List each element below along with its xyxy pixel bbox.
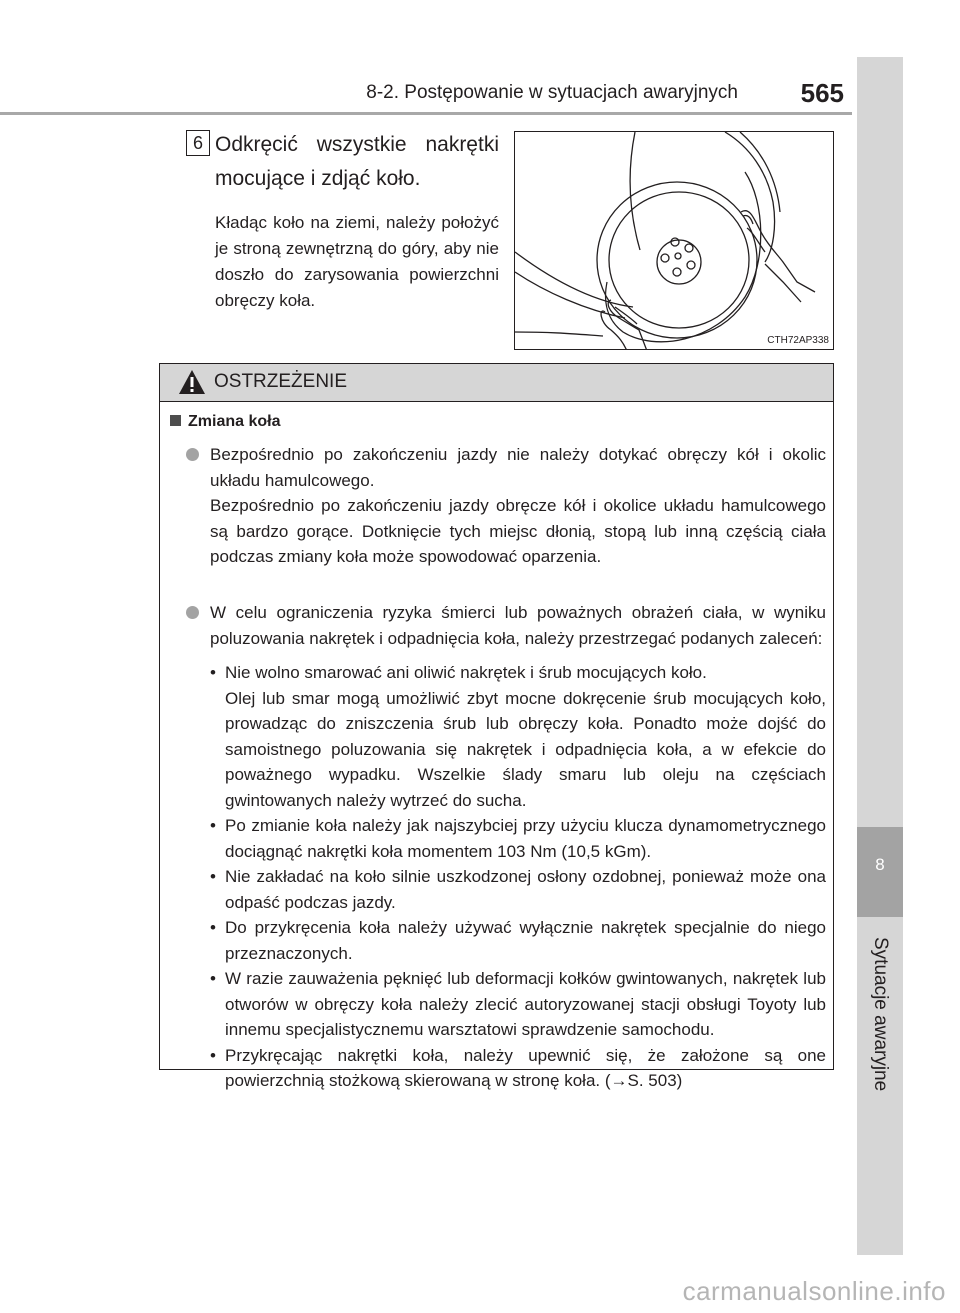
watermark-text: carmanualsonline.info — [682, 1276, 946, 1306]
figure-code: CTH72AP338 — [767, 335, 829, 346]
subheading-text: Zmiana koła — [188, 413, 281, 430]
chapter-number: 8 — [875, 855, 885, 874]
bullet2-item-list — [210, 660, 826, 1094]
item-marker: • — [210, 663, 216, 682]
item-marker: • — [210, 969, 216, 988]
section-title: 8-2. Postępowanie w sytuacjach awaryjnych — [366, 82, 738, 103]
step-description: Kładąc koło na ziemi, należy położyć je stroną zewnętrzną do góry, aby nie doszło do zarysowania powierzchni obręczy koła. — [215, 213, 499, 310]
warning-header — [160, 364, 833, 402]
item-text: Nie zakładać na koło silnie uszkodzonej osłony ozdobnej, ponieważ może ona odpaść podczas jazdy. — [225, 867, 826, 912]
step-number: 6 — [186, 130, 210, 156]
list-item — [210, 915, 826, 966]
item-detail: Olej lub smar mogą umożliwić zbyt mocne dokręcenie śrub mocujących koło, prowadząc do zniszczenia śrub lub obręczy koła. Ponadto może dojść do samoistnego poluzowania się nakrętek i odpadnięcia koła, a w efekcie do poważnego wypadku. Wszelkie ślady smaru lub oleju na częściach gwintowanych należy wytrzeć do sucha. — [225, 688, 826, 810]
list-item — [210, 966, 826, 1043]
round-bullet-icon — [186, 448, 199, 461]
page-reference-link[interactable]: (→S. 503) — [604, 1071, 683, 1090]
item-marker: • — [210, 1045, 216, 1065]
footer-watermark[interactable] — [683, 1276, 946, 1307]
item-marker: • — [210, 867, 216, 886]
item-text: Po zmianie koła należy jak najszybciej przy użyciu klucza dynamometrycznego dociągnąć nakrętki koła momentem 103 Nm (10,5 kGm). — [225, 816, 826, 861]
bullet1-line1: Bezpośrednio po zakończeniu jazdy nie należy dotykać obręczy kół i okolic układu hamulcowego. — [210, 445, 826, 490]
list-item — [210, 813, 826, 864]
item-text: W razie zauważenia pęknięć lub deformacji kołków gwintowanych, nakrętek lub otworów w obręczy koła należy zlecić autoryzowanej stacji obsługi Toyoty lub innemu specjalistycznemu warsztatowi sprawdzenie samochodu. — [225, 969, 826, 1039]
warning-subheading — [170, 413, 280, 431]
warning-triangle-icon — [178, 369, 206, 395]
bullet1-line2: Bezpośrednio po zakończeniu jazdy obręcze kół i okolice układu hamulcowego są bardzo gorące. Dotknięcie tych miejsc dłonią, stopą lub inną częścią ciała podczas zmiany koła może spowodować oparzenia. — [210, 496, 826, 566]
list-item — [210, 1043, 826, 1094]
chapter-title: Sytuacje awaryjne — [870, 937, 891, 1092]
item-text: Nie wolno smarować ani oliwić nakrętek i śrub mocujących koło. — [225, 663, 707, 682]
round-bullet-icon — [186, 606, 199, 619]
warning-title: OSTRZEŻENIE — [214, 371, 348, 392]
header-divider — [0, 112, 852, 115]
list-item — [210, 864, 826, 915]
warning-bullet-2 — [186, 600, 826, 1094]
chapter-side-tab — [857, 57, 903, 1255]
wheel-illustration-icon — [515, 132, 834, 350]
item-marker: • — [210, 816, 216, 835]
item-text: Przykręcając nakrętki koła, należy upewnić się, że założone są one powierzchnią stożkową skierowaną w stronę koła. — [225, 1045, 826, 1090]
bullet2-intro: W celu ograniczenia ryzyka śmierci lub poważnych obrażeń ciała, w wyniku poluzowania nakrętek i odpadnięcia koła, należy przestrzegać podanych zaleceń: — [210, 603, 826, 648]
step-title: Odkręcić wszystkie nakrętki mocujące i zdjąć koło. — [215, 133, 499, 190]
item-text: Do przykręcenia koła należy używać wyłącznie nakrętek specjalnie do niego przeznaczonych. — [225, 918, 826, 963]
square-bullet-icon — [170, 415, 181, 426]
item-marker: • — [210, 918, 216, 937]
warning-bullet-1 — [186, 442, 826, 570]
page-header — [0, 70, 850, 112]
wheel-removal-illustration — [514, 131, 834, 350]
list-item — [210, 660, 826, 813]
warning-box — [159, 363, 834, 1090]
page-number: 565 — [800, 78, 844, 108]
